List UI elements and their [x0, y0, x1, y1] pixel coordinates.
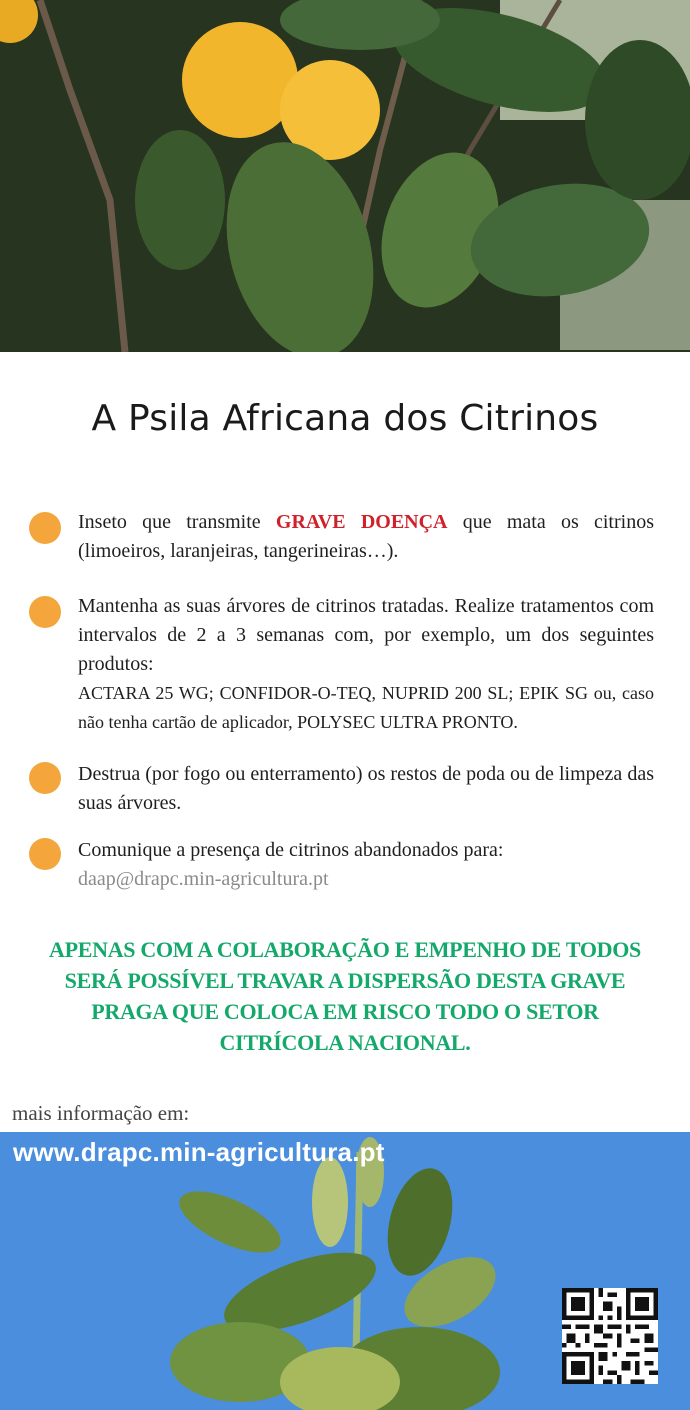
- bullet-text-part: Inseto que transmite: [78, 511, 276, 533]
- bullet-dot-icon: [29, 838, 61, 870]
- contact-email-link[interactable]: daap@drapc.min-agricultura.pt: [78, 868, 329, 890]
- bullet-dot-icon: [29, 762, 61, 794]
- bullet-text: Destrua (por fogo ou enterramento) os restos de poda ou de limpeza das suas árvores.: [78, 763, 654, 814]
- bullet-text-part: Mantenha as suas árvores de citrinos tratadas. Realize tratamentos com intervalos de 2 a 3 semanas com, por exemplo, um dos seguintes produtos:: [78, 595, 654, 675]
- website-link[interactable]: www.drapc.min-agricultura.pt: [13, 1137, 385, 1167]
- qr-code-icon: [562, 1288, 658, 1384]
- bullet-text: [78, 508, 654, 566]
- disease-highlight: GRAVE DOENÇA: [275, 511, 448, 533]
- page-title: A Psila Africana dos Citrinos: [91, 398, 599, 439]
- product-list: ACTARA 25 WG; CONFIDOR-O-TEQ, NUPRID 200 SL; EPIK SG ou, caso não tenha cartão de aplicador, POLYSEC ULTRA PRONTO.: [78, 683, 654, 732]
- bullet-dot-icon: [29, 512, 61, 544]
- citrus-tree-photo: [0, 0, 690, 352]
- awareness-callout: APENAS COM A COLABORAÇÃO E EMPENHO DE TODOS SERÁ POSSÍVEL TRAVAR A DISPERSÃO DESTA GRAVE PRAGA QUE COLOCA EM RISCO TODO O SETOR CITRÍCOLA NACIONAL.: [49, 937, 641, 1055]
- bullet-text: [78, 836, 654, 894]
- bullet-text-part: Comunique a presença de citrinos abandonados para:: [78, 839, 504, 861]
- bullet-text-part: que mata os citrinos (limoeiros, laranjeiras, tangerineiras…).: [78, 511, 654, 562]
- bullet-text: [78, 592, 654, 737]
- bullet-dot-icon: [29, 596, 61, 628]
- more-info-label: mais informação em:: [12, 1101, 190, 1125]
